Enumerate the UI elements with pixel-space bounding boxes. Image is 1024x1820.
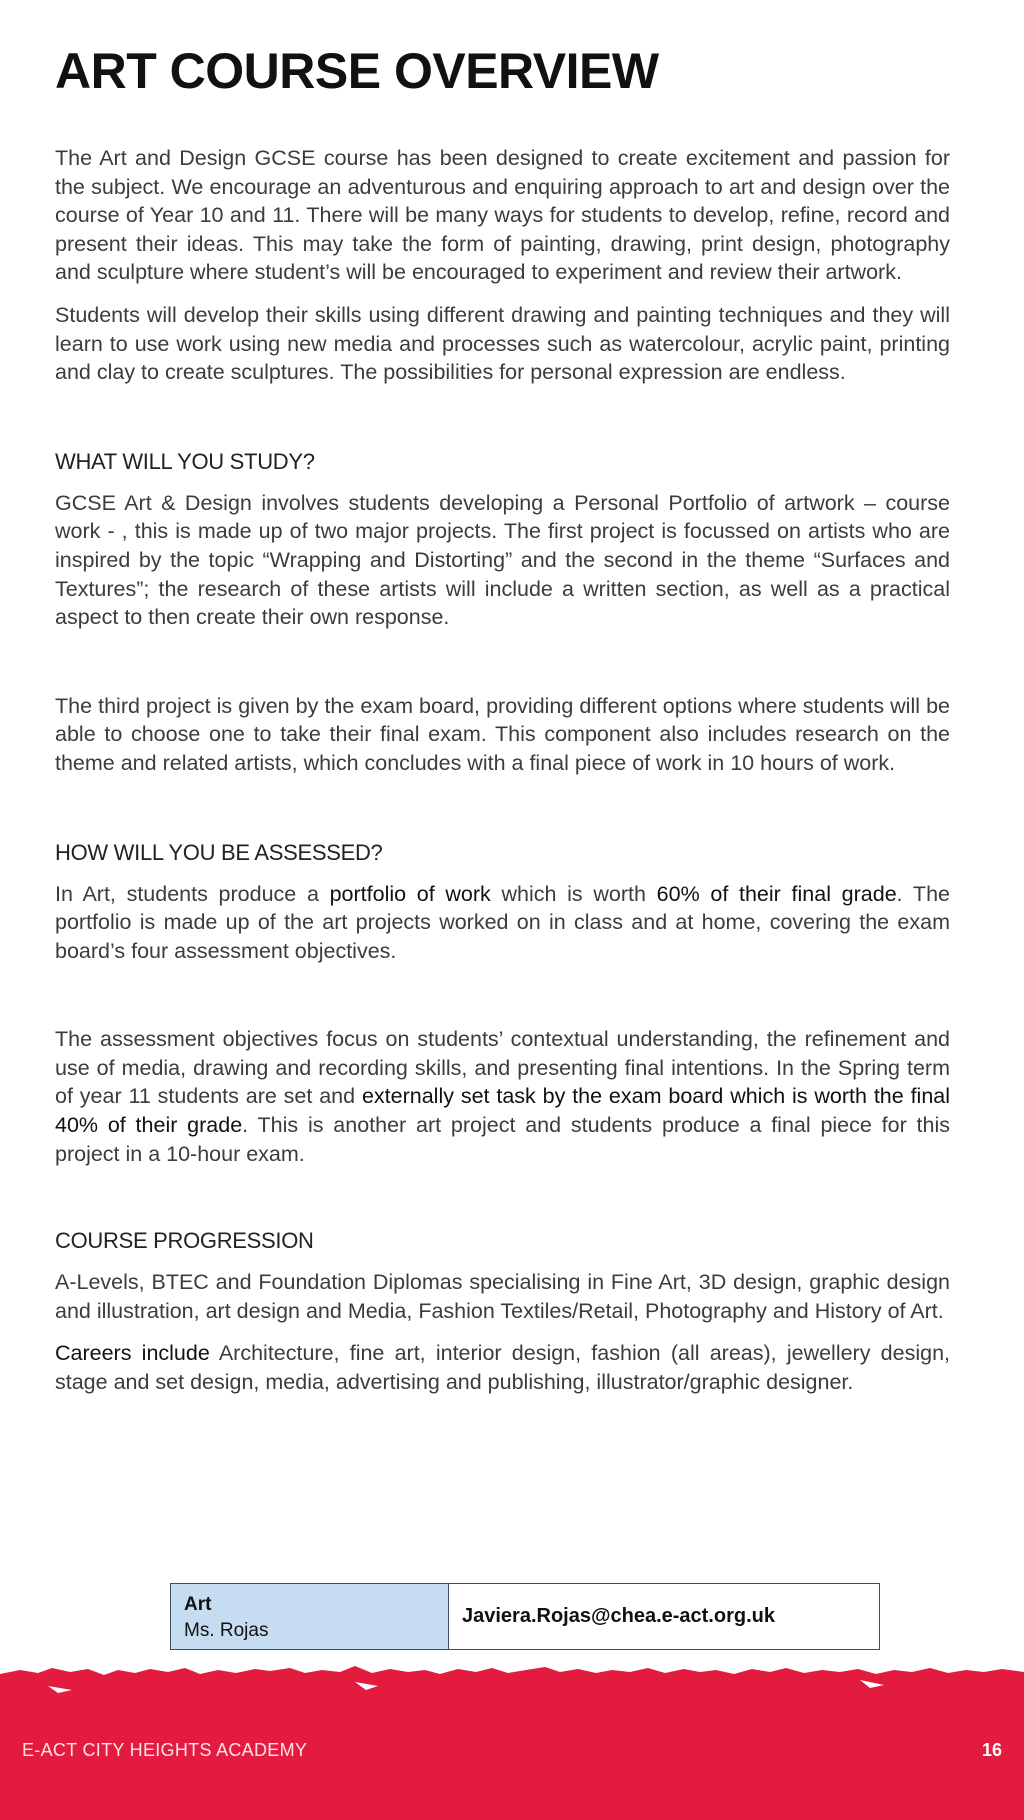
assessment-paragraph-2: The assessment objectives focus on students’ contextual understanding, the refinement and use of media, drawing and recording skills, and presenting final intentions. In the Spring term of year 11 students are set and externally set task by the exam board which is worth the final 40% of their grade. This is another art project and students produce a final piece for this project in a 10-hour exam. bbox=[55, 1027, 951, 1166]
progression-paragraph: A-Levels, BTEC and Foundation Diplomas specialising in Fine Art, 3D design, graphic design and illustration, art design and Media, Fashion Textiles/Retail, Photography and History of Art. bbox=[55, 1270, 950, 1323]
progression-heading: COURSE PROGRESSION bbox=[55, 1228, 314, 1254]
study-paragraph-2: The third project is given by the exam board, providing different options where students will be able to choose one to take their final exam. This component also includes research on the theme and related artists, which concludes with a final piece of work in 10 hours of work. bbox=[55, 693, 950, 775]
study-heading: WHAT WILL YOU STUDY? bbox=[55, 448, 315, 474]
page-title: ART COURSE OVERVIEW bbox=[55, 43, 659, 99]
grade-emphasis: 60% of their final grade bbox=[656, 881, 897, 906]
careers-paragraph: Careers include Architecture, fine art, interior design, fashion (all areas), jewellery design, stage and set design, media, advertising and publishing, illustrator/graphic designer. bbox=[55, 1341, 951, 1395]
external-task-emphasis: externally set task by the exam board which is worth the final 40% of their grade bbox=[55, 1084, 951, 1138]
contact-email[interactable]: Javiera.Rojas@chea.e-act.org.uk bbox=[462, 1605, 775, 1627]
study-paragraph-1: GCSE Art & Design involves students developing a Personal Portfolio of artwork – course work - , this is made up of two major projects. The first project is focussed on artists who are inspired by the topic “Wrapping and Distorting” and the second in the theme “Surfaces and Textures”; the research of these artists will include a written section, as well as a practical aspect to then create their own response. bbox=[55, 490, 950, 630]
portfolio-emphasis: portfolio of work bbox=[329, 881, 491, 906]
intro-paragraph-2: Students will develop their skills using different drawing and painting techniques and they will learn to use work using new media and processes such as watercolour, acrylic paint, printing and clay to create sculptures. The possibilities for personal expression are endless. bbox=[55, 302, 950, 385]
contact-teacher: Ms. Rojas bbox=[184, 1620, 269, 1641]
footer-school-name: E-ACT CITY HEIGHTS ACADEMY bbox=[22, 1740, 308, 1760]
contact-teacher-cell bbox=[171, 1584, 449, 1649]
intro-paragraph-1: The Art and Design GCSE course has been designed to create excitement and passion for the subject. We encourage an adventurous and enquiring approach to art and design over the course of Year 10 and 11. There will be many ways for students to develop, refine, record and present their ideas. This may take the form of painting, drawing, print design, photography and sculpture where student’s will be encouraged to experiment and review their artwork. bbox=[55, 146, 950, 285]
careers-label: Careers include bbox=[55, 1341, 210, 1366]
contact-table bbox=[170, 1583, 880, 1650]
contact-subject: Art bbox=[184, 1594, 212, 1615]
assessment-heading: HOW WILL YOU BE ASSESSED? bbox=[55, 839, 383, 865]
contact-email-cell bbox=[449, 1584, 879, 1649]
footer-page-number: 16 bbox=[981, 1740, 1002, 1760]
page-content bbox=[55, 38, 950, 1411]
assessment-paragraph-1: In Art, students produce a portfolio of work which is worth 60% of their final grade. The portfolio is made up of the art projects worked on in class and at home, covering the exam board’s four assessment objectives. bbox=[55, 881, 950, 963]
